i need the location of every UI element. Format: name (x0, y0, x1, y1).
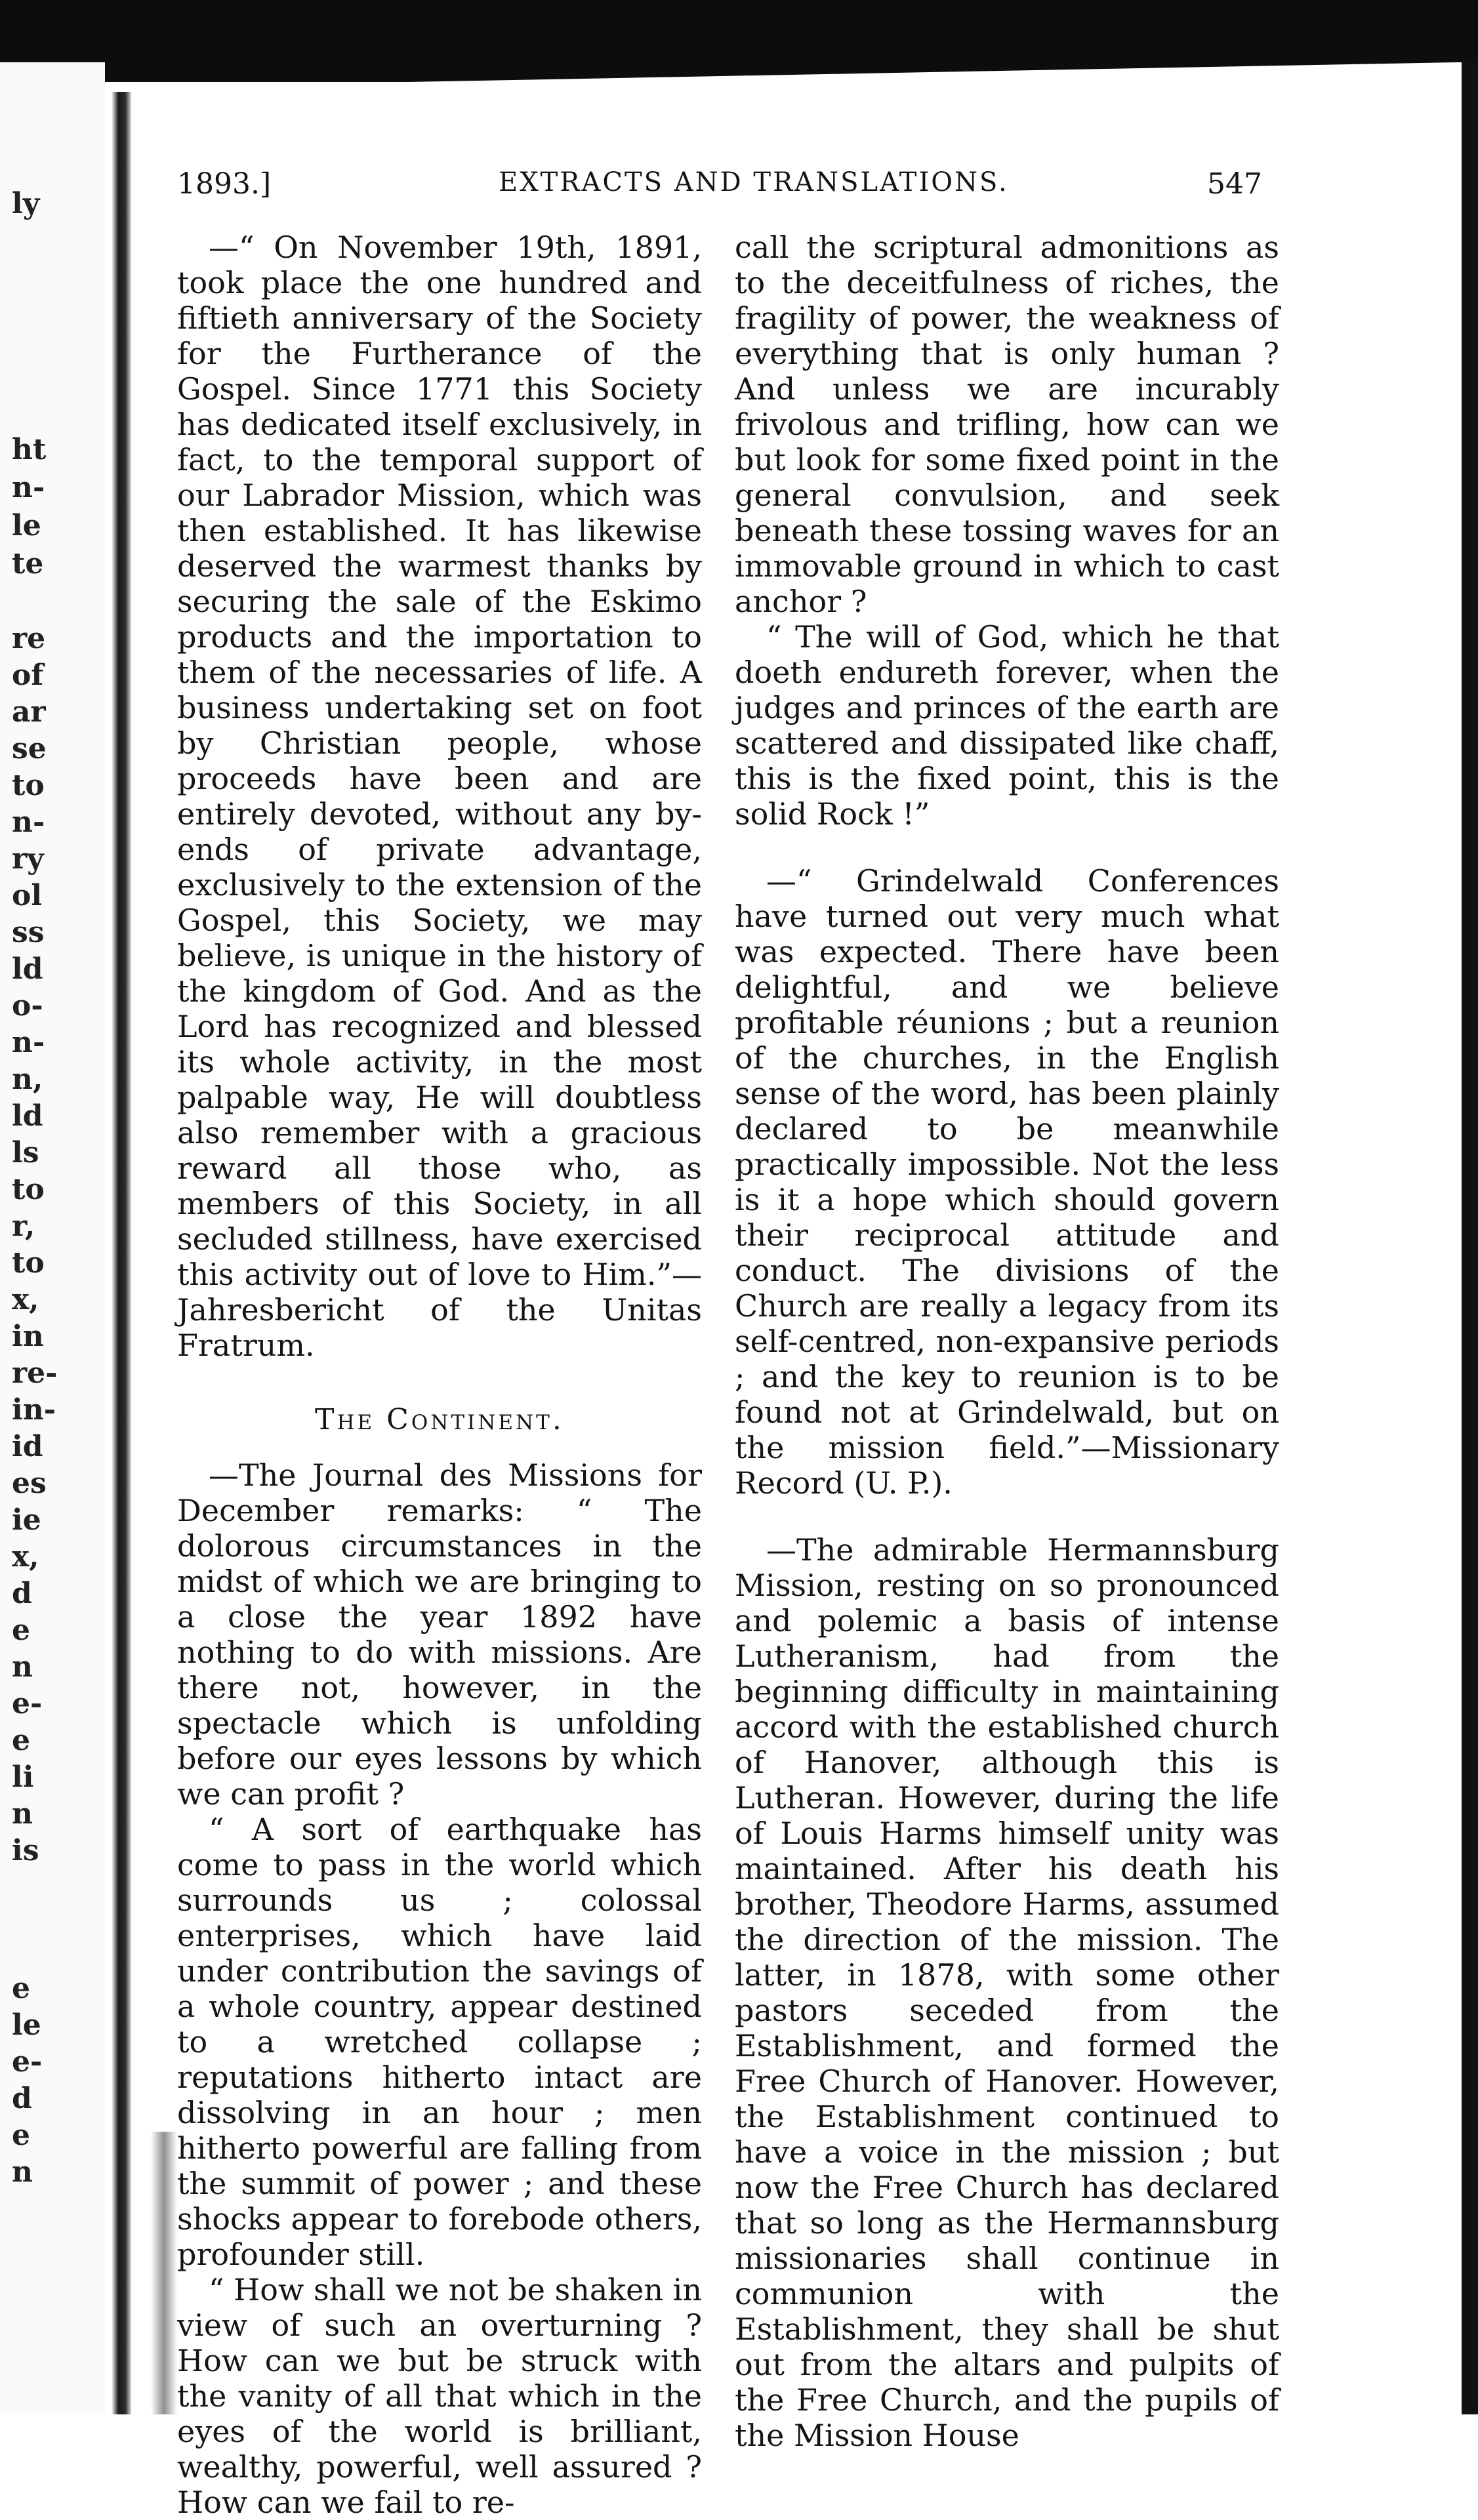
paragraph: —“ Grindelwald Conferences have turned out very much what was expected. There have been delightful, and we believe profitable réunions ; but a reunion of the churches, in the English sense of the word, has been plainly declared to be meanwhile practically impossible. Not the less is it a hope which should govern their reciprocal attitude and conduct. The divisions of the Church are really a legacy from its self-centred, non-expansive periods ; and the key to reunion is to be found not at Grindelwald, but on the mission field.”—Missionary Record (U. P.). (735, 863, 1279, 1501)
paragraph: “ The will of God, which he that doeth endureth forever, when the judges and princes of the earth are scattered and dissipated like chaff, this is the fixed point, this is the solid Rock !” (735, 619, 1279, 832)
paragraph: call the scriptural admonitions as to the deceitfulness of riches, the fragility of power, the weakness of everything that is only human ? And unless we are incurably frivolous and trifling, how can we but look for some fixed point in the general convulsion, and seek beneath these tossing waves for an immovable ground in which to cast anchor ? (735, 230, 1279, 619)
paragraph: “ A sort of earthquake has come to pass in the world which surrounds us ; colossal enterprises, which have laid under contribution the savings of a whole country, appear destined to a wretched collapse ; reputations hitherto intact are dissolving in an hour ; men hitherto powerful are falling from the summit of power ; and these shocks appear to forebode others, profounder still. (177, 1812, 702, 2272)
gutter-fragment: es (12, 1467, 47, 1500)
page-running-title: EXTRACTS AND TRANSLATIONS. (499, 167, 1009, 197)
scan-top-border-taper (0, 62, 1456, 82)
right-text-column (735, 230, 1279, 2453)
gutter-fragment: r, (12, 1209, 35, 1243)
gutter-fragment: x, (12, 1283, 39, 1316)
gutter-fragment: e (12, 2119, 30, 2152)
gutter-fragment: re- (12, 1356, 58, 1390)
gutter-fragment: n (12, 1650, 33, 1684)
section-heading: The Continent. (315, 1403, 564, 1436)
book-spine-shadow (112, 92, 131, 2414)
gutter-fragment: e (12, 1614, 30, 1647)
gutter-fragment: id (12, 1430, 43, 1463)
gutter-fragment: ls (12, 1136, 39, 1169)
book-spine-shadow-lower (151, 2132, 177, 2414)
gutter-fragment: n- (12, 1026, 45, 1059)
gutter-fragment: x, (12, 1540, 39, 1574)
gutter-fragment: se (12, 732, 47, 765)
gutter-fragment: to (12, 1246, 45, 1280)
gutter-fragment: d (12, 2082, 32, 2115)
gutter-fragment: e- (12, 2045, 43, 2079)
gutter-fragment: n (12, 2155, 33, 2189)
gutter-fragment: ly (12, 187, 40, 220)
gutter-fragment: is (12, 1834, 39, 1867)
paragraph: —The Journal des Missions for December remarks: “ The dolorous circumstances in the midst of which we are bringing to a close the year 1892 have nothing to do with missions. Are there not, however, in the spectacle which is unfolding before our eyes lessons by which we can profit ? (177, 1457, 702, 1812)
gutter-fragment: ie (12, 1503, 41, 1537)
gutter-fragment: le (12, 2008, 41, 2042)
gutter-fragment: le (12, 509, 41, 542)
gutter-fragment: li (12, 1760, 34, 1794)
gutter-fragment: of (12, 659, 44, 692)
gutter-fragment: to (12, 1173, 45, 1206)
paragraph: “ How shall we not be shaken in view of such an overturning ? How can we but be struck with the vanity of all that which in the eyes of the world is brilliant, wealthy, powerful, well assured ? How can we fail to re- (177, 2272, 702, 2520)
scan-top-border (0, 0, 1478, 62)
gutter-fragment: ht (12, 433, 47, 466)
gutter-fragment: e- (12, 1687, 43, 1720)
paragraph: —The admirable Hermannsburg Mission, resting on so pronounced and polemic a basis of intense Lutheranism, had from the beginning difficulty in maintaining accord with the established church of Hanover, although this is Lutheran. However, during the life of Louis Harms himself unity was maintained. After his death his brother, Theodore Harms, assumed the direction of the mission. The latter, in 1878, with some other pastors seceded from the Establishment, and formed the Free Church of Hanover. However, the Establishment continued to have a voice in the mission ; but now the Free Church has declared that so long as the Hermannsburg missionaries shall continue in communion with the Establishment, they shall be shut out from the altars and pulpits of the Free Church, and the pupils of the Mission House (735, 1532, 1279, 2453)
gutter-fragment: ld (12, 1099, 43, 1133)
paragraph: —“ On November 19th, 1891, took place the one hundred and fiftieth anniversary of the Society for the Furtherance of the Gospel. Since 1771 this Society has dedicated itself exclusively, in fact, to the temporal support of our Labrador Mission, which was then established. It has likewise deserved the warmest thanks by securing the sale of the Eskimo products and the importation to them of the necessaries of life. A business undertaking set on foot by Christian people, whose proceeds have been and are entirely devoted, without any by-ends of private advantage, exclusively to the extension of the Gospel, this Society, we may believe, is unique in the history of the kingdom of God. And as the Lord has recognized and blessed its whole activity, in the most palpable way, He will doubtless also remember with a gracious reward all those who, as members of this Society, in all secluded stillness, have exercised this activity out of love to Him.”—Jahresbericht of the Unitas Fratrum. (177, 230, 702, 1363)
scan-right-border (1462, 62, 1478, 2414)
gutter-fragment: d (12, 1577, 32, 1610)
gutter-fragment: e (12, 1972, 30, 2005)
gutter-fragment: in (12, 1320, 44, 1353)
gutter-fragment: n- (12, 471, 45, 504)
gutter-fragment: ar (12, 695, 46, 729)
gutter-fragment: to (12, 769, 45, 802)
page-header-year: 1893.] (177, 167, 272, 201)
gutter-fragment: te (12, 547, 44, 580)
page-number: 547 (1207, 167, 1262, 201)
gutter-fragment: ry (12, 842, 44, 876)
left-text-column (177, 230, 702, 2520)
gutter-fragment: e (12, 1724, 30, 1757)
gutter-fragment: o- (12, 989, 43, 1023)
gutter-fragment: n, (12, 1063, 43, 1096)
gutter-fragment: re (12, 622, 46, 655)
gutter-fragment: ss (12, 916, 45, 949)
gutter-fragment: ld (12, 952, 43, 986)
gutter-fragment: ol (12, 879, 43, 912)
gutter-fragment: in- (12, 1393, 56, 1427)
gutter-fragment: n (12, 1797, 33, 1831)
gutter-fragment: n- (12, 805, 45, 839)
